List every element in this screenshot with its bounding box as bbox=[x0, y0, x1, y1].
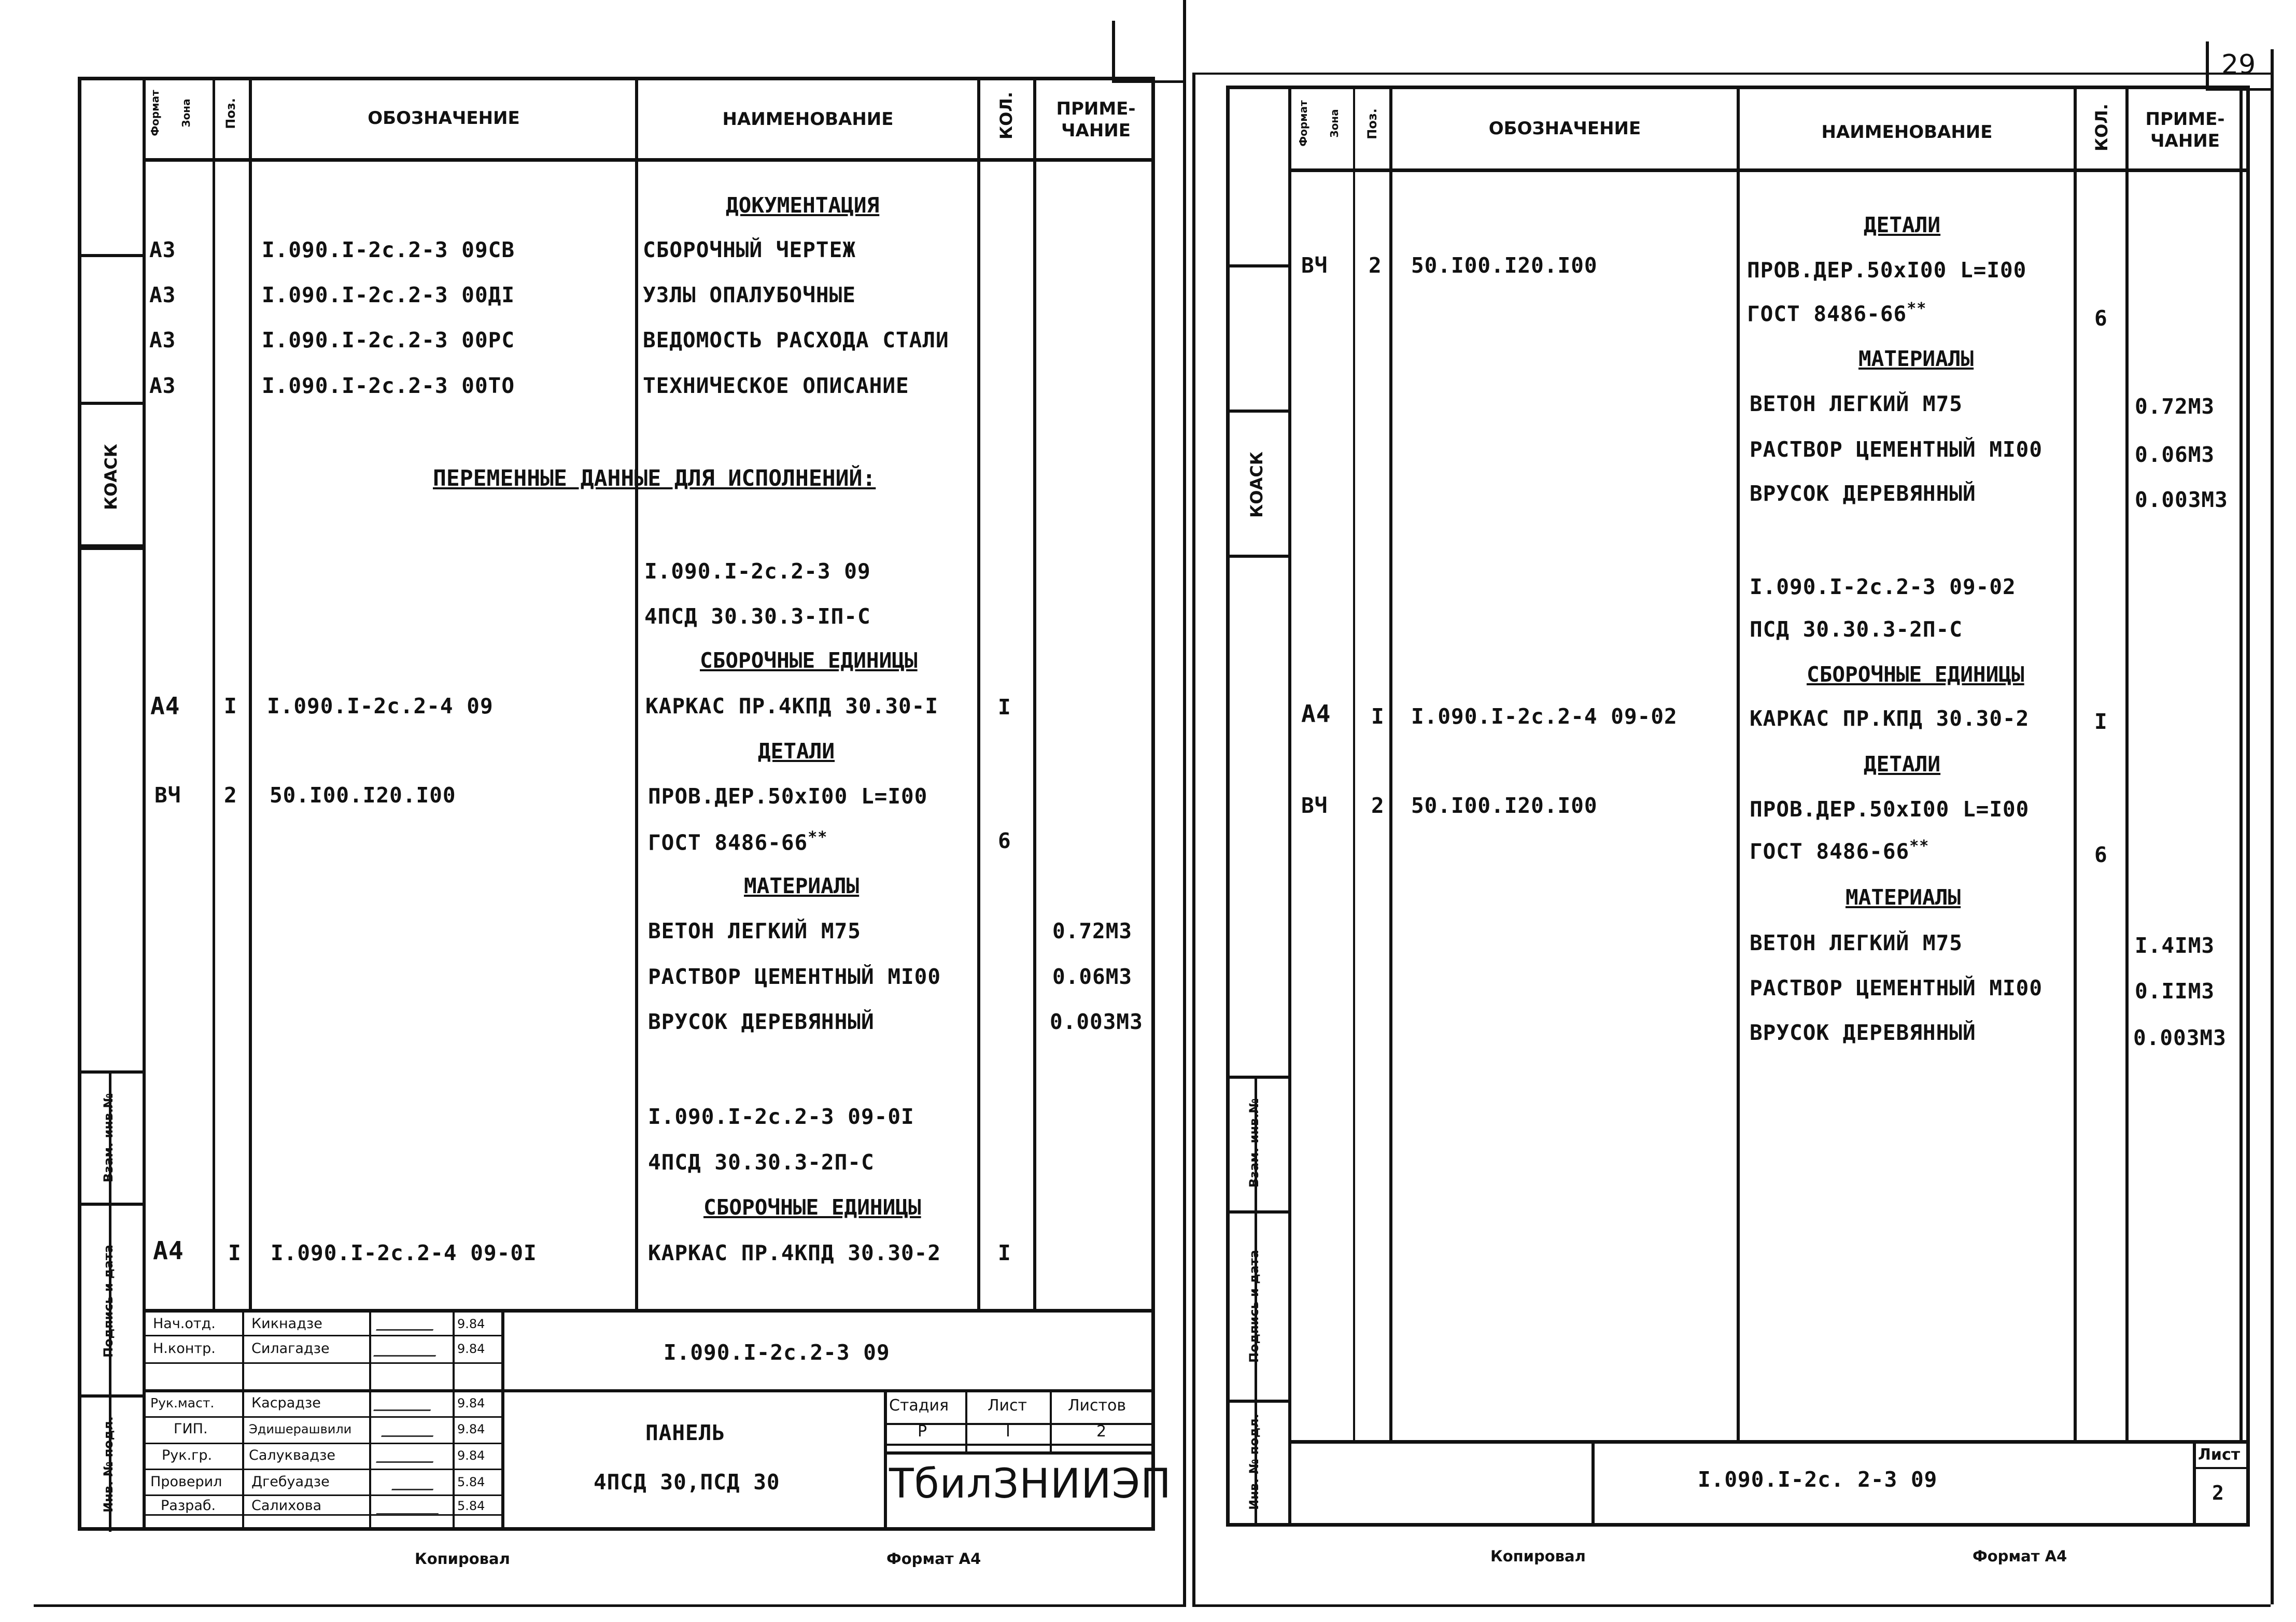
section-documentation: ДОКУМЕНТАЦИЯ bbox=[726, 193, 880, 218]
tb-name: Дгебуадзе bbox=[251, 1474, 330, 1490]
col-oboznachenie: ОБОЗНАЧЕНИЕ bbox=[368, 108, 520, 129]
sheet-value: 2 bbox=[2212, 1482, 2224, 1504]
material-name: ВЕТОН ЛЕГКИЙ М75 bbox=[1750, 391, 1963, 416]
material-note: 0.003М3 bbox=[2133, 1025, 2227, 1050]
material-name: РАСТВОР ЦЕМЕНТНЫЙ МI00 bbox=[1750, 976, 2043, 1000]
sheet-label: Лист bbox=[988, 1397, 1027, 1415]
tb-name: Салуквадзе bbox=[249, 1447, 336, 1463]
tb-role: Проверил bbox=[150, 1474, 222, 1490]
material-name: ВРУСОК ДЕРЕВЯННЫЙ bbox=[648, 1009, 875, 1034]
section-details: ДЕТАЛИ bbox=[758, 739, 835, 764]
vzam-label: Взам. инв.№ bbox=[101, 1093, 116, 1183]
material-note: 0.72М3 bbox=[1052, 919, 1133, 943]
variant-code: I.090.I-2с.2-3 09-02 bbox=[1750, 574, 2016, 599]
tb-date: 9.84 bbox=[457, 1396, 485, 1411]
signature bbox=[376, 1501, 443, 1515]
variant-mark: 4ПСД 30.30.3-2П-С bbox=[648, 1150, 875, 1175]
material-note: 0.003М3 bbox=[2135, 487, 2228, 512]
col-kol: КОЛ. bbox=[2092, 103, 2111, 152]
row-qty: 6 bbox=[998, 828, 1011, 853]
material-name: ВРУСОК ДЕРЕВЯННЫЙ bbox=[1750, 1020, 1976, 1045]
sheet-value: I bbox=[1006, 1422, 1010, 1441]
gost-line bbox=[1747, 300, 1926, 327]
tb-date: 9.84 bbox=[457, 1448, 485, 1463]
col-poz: Поз. bbox=[223, 98, 238, 129]
signature bbox=[376, 1449, 438, 1463]
signature bbox=[376, 1317, 438, 1331]
variant-mark: ПСД 30.30.3-2П-С bbox=[1750, 617, 1963, 642]
sheets-label: Листов bbox=[1068, 1397, 1126, 1415]
row-poz: I bbox=[228, 1240, 242, 1265]
row-format: ВЧ bbox=[154, 783, 181, 808]
gost-text: ГОСТ 8486-66 bbox=[648, 830, 808, 855]
gost-line bbox=[1750, 837, 1929, 864]
row-poz: 2 bbox=[1369, 253, 1382, 278]
row-name: СБОРОЧНЫЙ ЧЕРТЕЖ bbox=[643, 237, 856, 262]
row-name: КАРКАС ПР.4КПД 30.30-2 bbox=[648, 1240, 941, 1265]
vzam-label: Взам. инв.№ bbox=[1247, 1098, 1261, 1188]
tb-role: Разраб. bbox=[161, 1498, 216, 1514]
row-poz: I bbox=[1371, 704, 1385, 729]
row-format: ВЧ bbox=[1301, 253, 1328, 278]
row-format: А3 bbox=[149, 237, 176, 262]
tb-role: Н.контр. bbox=[153, 1341, 216, 1357]
row-format: А4 bbox=[150, 692, 180, 720]
stage-label: Стадия bbox=[889, 1397, 949, 1415]
gost-footnote: ** bbox=[1909, 837, 1929, 855]
col-zona: Зона bbox=[180, 98, 192, 128]
row-designation: I.090.I-2с.2-3 00ТО bbox=[262, 373, 515, 398]
row-format: А3 bbox=[149, 283, 176, 307]
gost-line bbox=[648, 828, 827, 855]
section-variable-data: ПЕРЕМЕННЫЕ ДАННЫЕ ДЛЯ ИСПОЛНЕНИЙ: bbox=[433, 466, 876, 491]
row-qty: 6 bbox=[2094, 306, 2108, 331]
page-number: 29 bbox=[2221, 49, 2256, 80]
section-assembly: СБОРОЧНЫЕ ЕДИНИЦЫ bbox=[700, 648, 918, 673]
variant-mark: 4ПСД 30.30.3-IП-С bbox=[644, 604, 871, 629]
signature bbox=[381, 1423, 438, 1437]
gost-text: ГОСТ 8486-66 bbox=[1747, 301, 1907, 327]
row-name: ПРОВ.ДЕР.50хI00 L=I00 bbox=[648, 784, 928, 809]
row-name: ПРОВ.ДЕР.50хI00 L=I00 bbox=[1747, 258, 2027, 283]
tb-date: 5.84 bbox=[457, 1475, 485, 1489]
row-poz: I bbox=[224, 694, 237, 718]
material-note: I.4IМ3 bbox=[2135, 933, 2215, 958]
col-poz: Поз. bbox=[1365, 108, 1379, 139]
inv-label: Инв. № подл. bbox=[1247, 1414, 1261, 1510]
row-format: А3 bbox=[149, 373, 176, 398]
col-naimenovanie: НАИМЕНОВАНИЕ bbox=[722, 109, 894, 130]
material-note: 0.06М3 bbox=[2135, 442, 2215, 467]
row-qty: I bbox=[998, 1240, 1011, 1265]
row-designation: I.090.I-2с.2-4 09-02 bbox=[1411, 704, 1678, 729]
sheet-label: Лист bbox=[2198, 1446, 2241, 1464]
row-name: УЗЛЫ ОПАЛУБОЧНЫЕ bbox=[643, 283, 856, 307]
doc-code: I.090.I-2с.2-3 09 bbox=[664, 1340, 890, 1365]
tb-date: 5.84 bbox=[457, 1499, 485, 1513]
copied-label: Копировал bbox=[1490, 1547, 1586, 1565]
row-format: А3 bbox=[149, 328, 176, 352]
col-prim-1: ПРИМЕ- bbox=[2145, 109, 2225, 130]
row-format: А4 bbox=[153, 1236, 184, 1265]
col-format: Формат bbox=[149, 90, 161, 136]
tb-name: Кикнадзе bbox=[251, 1316, 322, 1332]
tb-role: Нач.отд. bbox=[153, 1316, 216, 1332]
row-qty: I bbox=[998, 695, 1011, 720]
format-label: Формат А4 bbox=[886, 1550, 981, 1568]
col-prim-2: ЧАНИЕ bbox=[1061, 120, 1131, 141]
row-designation: 50.I00.I20.I00 bbox=[1411, 793, 1598, 818]
row-designation: I.090.I-2с.2-3 00РС bbox=[262, 328, 515, 352]
podpis-label: Подпись и дата bbox=[1247, 1250, 1261, 1363]
col-naimenovanie: НАИМЕНОВАНИЕ bbox=[1821, 122, 1993, 143]
material-name: ВРУСОК ДЕРЕВЯННЫЙ bbox=[1750, 481, 1976, 506]
signature bbox=[391, 1476, 438, 1490]
material-note: 0.IIМ3 bbox=[2135, 979, 2215, 1004]
sheets-value: 2 bbox=[1096, 1422, 1107, 1441]
material-note: 0.003М3 bbox=[1050, 1009, 1143, 1034]
product-marks: 4ПСД 30,ПСД 30 bbox=[594, 1470, 780, 1494]
col-format: Формат bbox=[1297, 100, 1309, 147]
left-frame bbox=[78, 77, 1155, 1531]
row-qty: I bbox=[2094, 709, 2108, 734]
product-name: ПАНЕЛЬ bbox=[645, 1420, 726, 1445]
section-details: ДЕТАЛИ bbox=[1864, 213, 1941, 237]
format-label: Формат А4 bbox=[1973, 1547, 2067, 1565]
section-materials: МАТЕРИАЛЫ bbox=[1846, 885, 1961, 910]
stage-value: Р bbox=[918, 1422, 927, 1441]
section-details: ДЕТАЛИ bbox=[1864, 752, 1941, 777]
row-designation: I.090.I-2с.2-3 09СВ bbox=[262, 237, 515, 262]
koask-label: КОАСК bbox=[101, 444, 121, 510]
row-designation: 50.I00.I20.I00 bbox=[1411, 253, 1598, 278]
tb-date: 9.84 bbox=[457, 1342, 485, 1356]
col-prim-2: ЧАНИЕ bbox=[2150, 131, 2220, 151]
gost-footnote: ** bbox=[1907, 300, 1927, 318]
tb-role: ГИП. bbox=[174, 1421, 208, 1437]
row-name: КАРКАС ПР.4КПД 30.30-I bbox=[645, 694, 939, 718]
signature bbox=[373, 1397, 435, 1411]
material-note: 0.72М3 bbox=[2135, 394, 2215, 419]
variant-code: I.090.I-2с.2-3 09 bbox=[644, 559, 871, 584]
tb-name: Салихова bbox=[251, 1498, 322, 1514]
section-materials: МАТЕРИАЛЫ bbox=[1858, 346, 1974, 371]
signature bbox=[373, 1343, 441, 1357]
org-name: ТбилЗНИИЭП bbox=[889, 1461, 1172, 1507]
tb-role: Рук.маст. bbox=[150, 1395, 215, 1411]
podpis-label: Подпись и дата bbox=[101, 1245, 116, 1358]
gost-footnote: ** bbox=[808, 828, 828, 847]
row-qty: 6 bbox=[2094, 842, 2108, 867]
row-poz: 2 bbox=[224, 783, 237, 808]
doc-code: I.090.I-2с. 2-3 09 bbox=[1698, 1467, 1938, 1492]
tb-name: Силагадзе bbox=[251, 1341, 330, 1357]
row-designation: I.090.I-2с.2-4 09-0I bbox=[271, 1240, 537, 1265]
row-format: А4 bbox=[1301, 700, 1331, 728]
tb-role: Рук.гр. bbox=[162, 1447, 213, 1463]
material-name: ВЕТОН ЛЕГКИЙ М75 bbox=[648, 919, 861, 943]
gost-text: ГОСТ 8486-66 bbox=[1750, 839, 1910, 864]
tb-date: 9.84 bbox=[457, 1422, 485, 1436]
col-oboznachenie: ОБОЗНАЧЕНИЕ bbox=[1488, 118, 1641, 139]
row-format: ВЧ bbox=[1301, 793, 1328, 818]
tb-name: Касрадзе bbox=[251, 1395, 321, 1411]
row-name: КАРКАС ПР.КПД 30.30-2 bbox=[1750, 706, 2030, 731]
col-prim-1: ПРИМЕ- bbox=[1056, 98, 1136, 119]
variant-code: I.090.I-2с.2-3 09-0I bbox=[648, 1104, 914, 1129]
row-designation: I.090.I-2с.2-4 09 bbox=[267, 694, 494, 718]
copied-label: Копировал bbox=[415, 1550, 510, 1568]
tb-name: Эдишерашвили bbox=[249, 1422, 352, 1436]
material-name: РАСТВОР ЦЕМЕНТНЫЙ МI00 bbox=[648, 964, 941, 989]
row-designation: 50.I00.I20.I00 bbox=[270, 783, 456, 808]
row-name: ТЕХНИЧЕСКОЕ ОПИСАНИЕ bbox=[643, 373, 909, 398]
material-name: РАСТВОР ЦЕМЕНТНЫЙ МI00 bbox=[1750, 437, 2043, 462]
section-assembly: СБОРОЧНЫЕ ЕДИНИЦЫ bbox=[703, 1195, 921, 1220]
inv-label: Инв. № подл. bbox=[101, 1416, 116, 1513]
material-name: ВЕТОН ЛЕГКИЙ М75 bbox=[1750, 930, 1963, 955]
tb-date: 9.84 bbox=[457, 1317, 485, 1331]
row-designation: I.090.I-2с.2-3 00ДI bbox=[262, 283, 515, 307]
row-poz: 2 bbox=[1371, 793, 1385, 818]
material-note: 0.06М3 bbox=[1052, 964, 1133, 989]
koask-label: КОАСК bbox=[1247, 452, 1266, 518]
col-kol: КОЛ. bbox=[996, 91, 1016, 140]
row-name: ВЕДОМОСТЬ РАСХОДА СТАЛИ bbox=[643, 328, 949, 352]
row-name: ПРОВ.ДЕР.50хI00 L=I00 bbox=[1750, 797, 2030, 822]
col-zona: Зона bbox=[1328, 109, 1341, 138]
section-assembly: СБОРОЧНЫЕ ЕДИНИЦЫ bbox=[1807, 662, 2024, 687]
section-materials: МАТЕРИАЛЫ bbox=[744, 873, 860, 898]
